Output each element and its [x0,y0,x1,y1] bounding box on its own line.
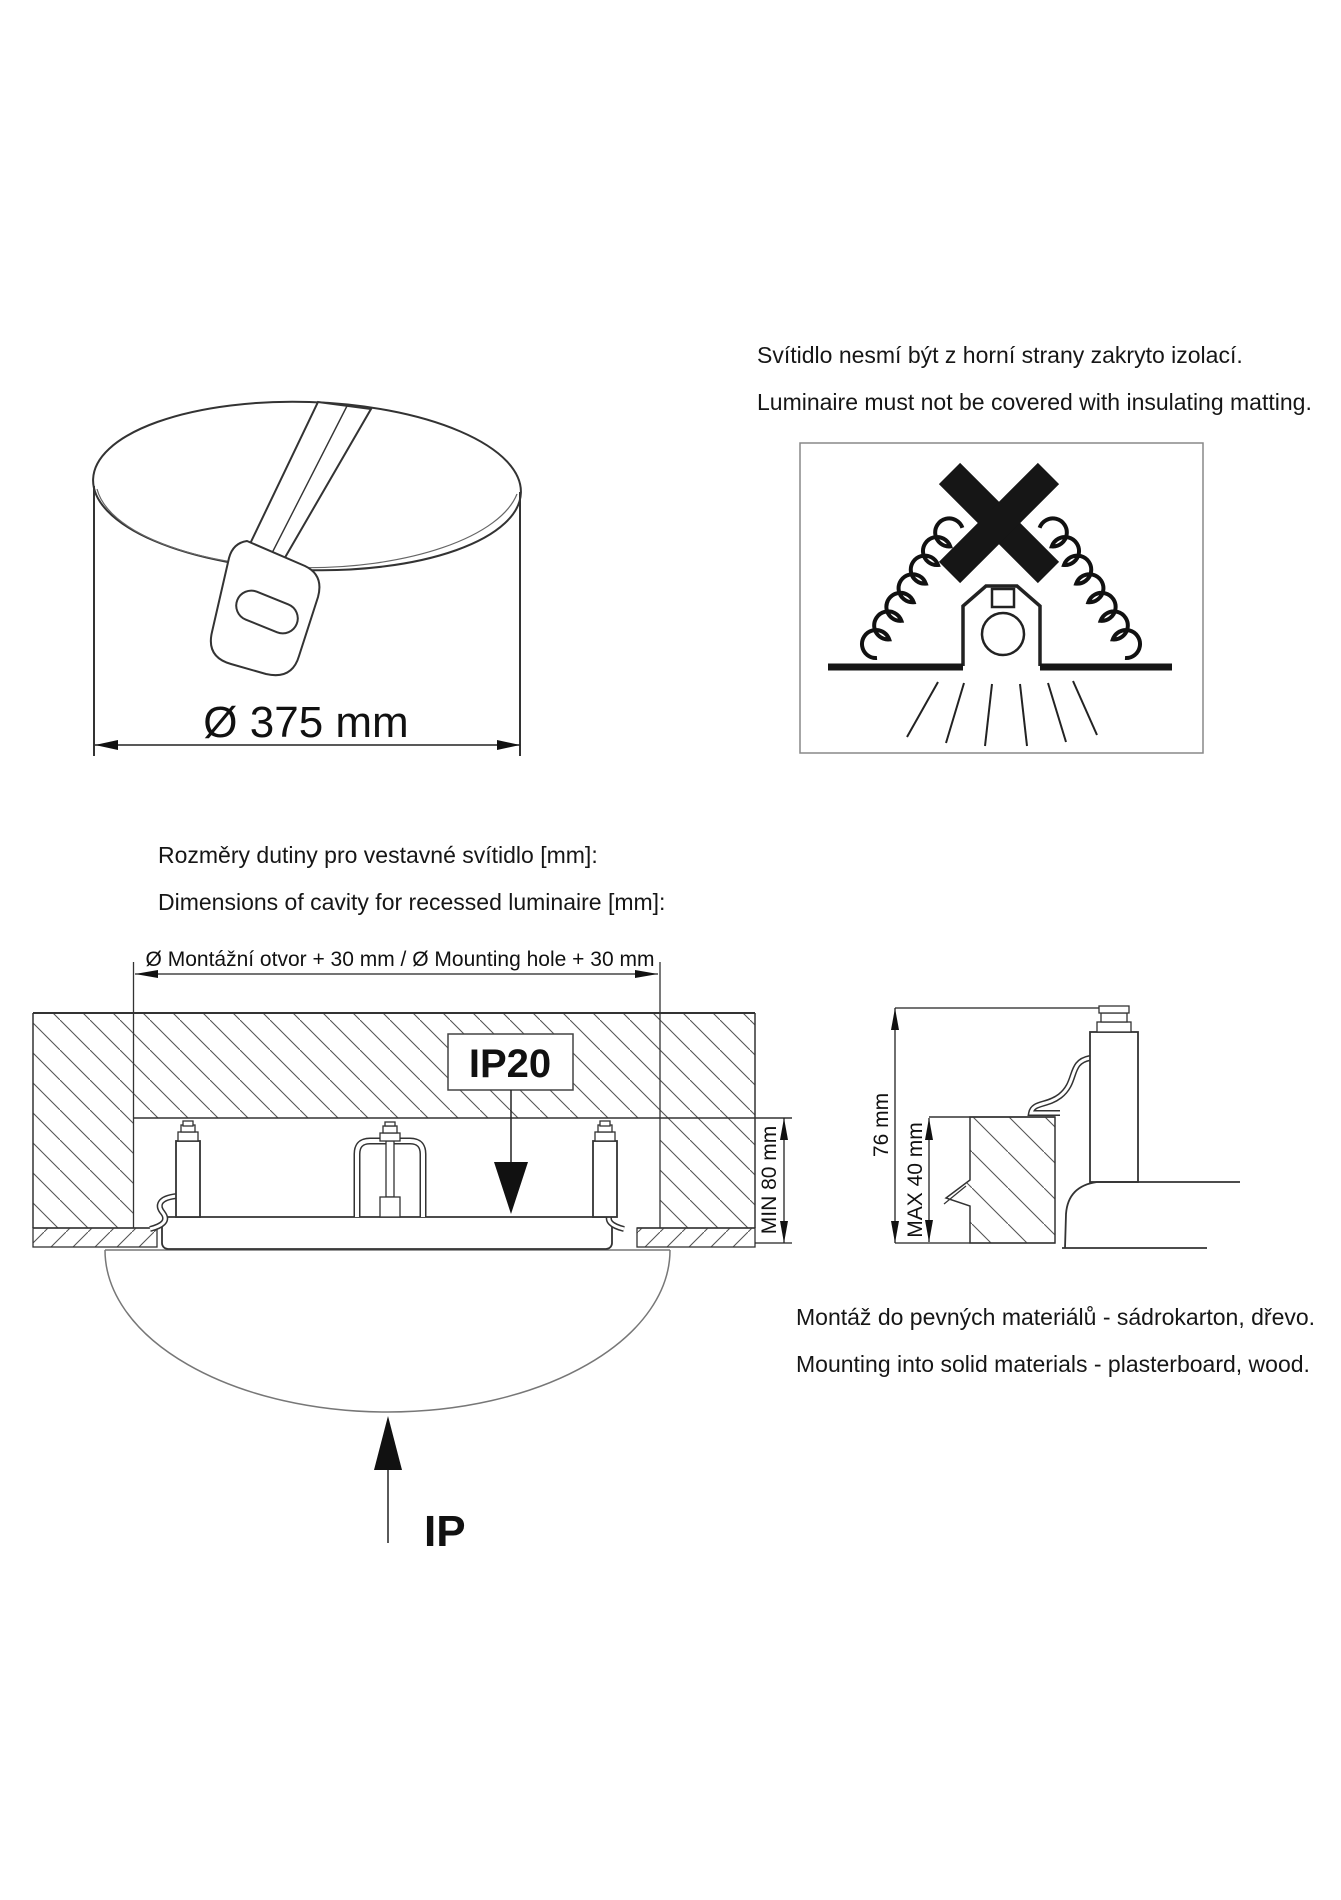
insulation-note [757,341,1312,435]
bolt-left [178,1121,198,1141]
min-depth-label: MIN 80 mm [758,1125,781,1235]
ip20-label: IP20 [468,1042,552,1086]
ip-direction-callout [374,1416,466,1556]
dim-arrow-right [497,740,520,750]
max-thickness-label: MAX 40 mm [904,1122,927,1238]
lamp-neck-icon [992,589,1014,607]
mounting-post-right [593,1141,617,1217]
hole-cutting-drawing [90,395,523,756]
glass-dome [105,1250,670,1412]
ceiling-board-left [33,1228,157,1247]
ip-arrowhead [374,1416,402,1470]
ip20-callout [448,1034,573,1214]
mounting-note [796,1303,1315,1397]
handsaw [211,402,371,675]
detail-flange [1062,1182,1240,1248]
ceiling-board-section [946,1117,1055,1243]
clamping-side-detail [870,1006,1240,1248]
mounting-hole-label: Ø Montážní otvor + 30 mm / Ø Mounting hole + 30 mm [145,948,655,971]
center-bracket [357,1122,423,1217]
recessed-luminaire [105,1121,670,1412]
no-insulation-warning-sign [800,443,1203,753]
bolt-right [595,1121,615,1141]
detail-bolt-nut [1097,1006,1131,1032]
cavity-note-en: Dimensions of cavity for recessed luminaire [mm]: [158,889,666,915]
detail-spring-clip [1031,1058,1090,1113]
ip-label: IP [424,1507,466,1556]
ceiling-board-right [637,1228,755,1247]
diameter-dimension [95,698,520,750]
mounting-note-en: Mounting into solid materials - plasterboard, wood. [796,1351,1310,1377]
mounting-post-left [176,1141,200,1217]
cavity-cross-section [33,948,792,1556]
mounting-hole-dimension [135,948,658,978]
detail-mounting-post [1090,1032,1138,1182]
luminaire-base-plate [162,1217,612,1249]
cavity-note [158,841,665,935]
mounting-note-cs: Montáž do pevných materiálů - sádrokarton, dřevo. [796,1304,1316,1330]
max-thickness-dimension [904,1118,933,1242]
lamp-bulb-icon [982,613,1024,655]
cavity-note-cs: Rozměry dutiny pro vestavné svítidlo [mm]: [158,842,598,868]
insulation-note-en: Luminaire must not be covered with insulating matting. [757,389,1312,415]
dim-arrow-left [95,740,118,750]
total-height-label: 76 mm [870,1092,893,1158]
insulation-note-cs: Svítidlo nesmí být z horní strany zakryto izolací. [757,342,1243,368]
min-depth-dimension [755,1118,792,1243]
hole-diameter-label: Ø 375 mm [203,698,409,747]
ip20-arrowhead [494,1162,528,1214]
saw-blade [249,402,371,561]
